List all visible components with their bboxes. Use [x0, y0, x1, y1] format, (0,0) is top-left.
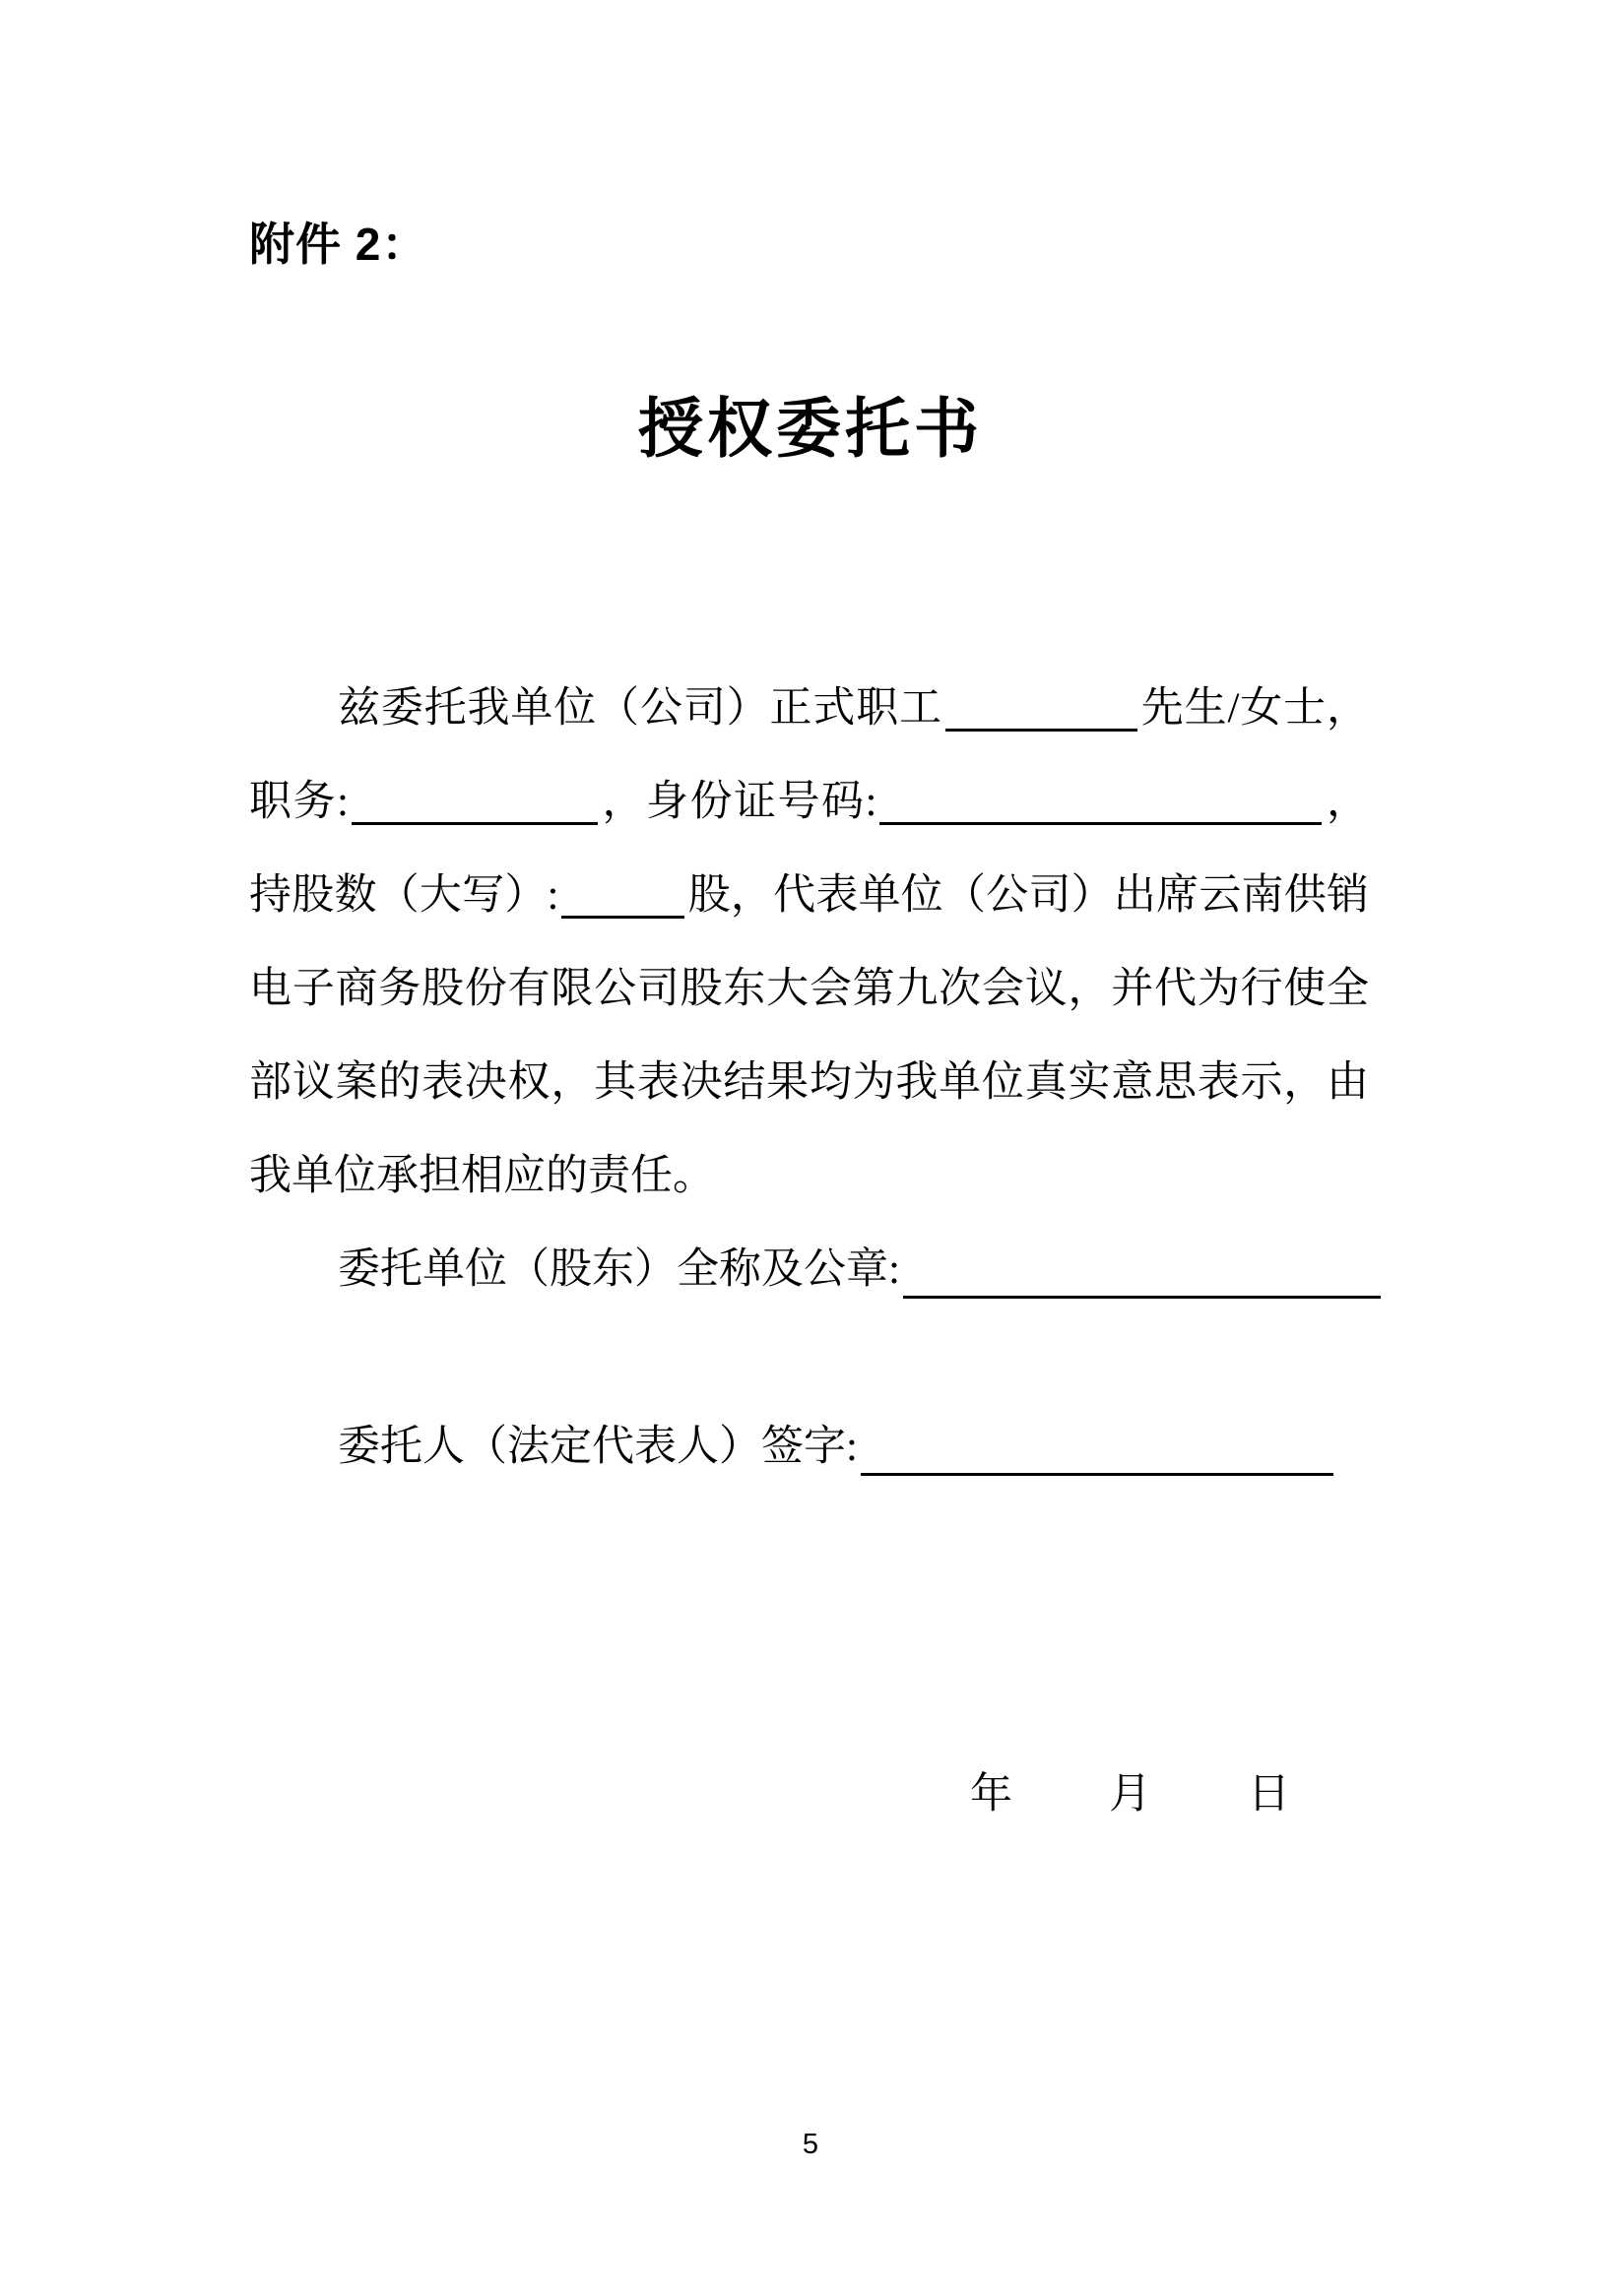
signature-line	[249, 1400, 1369, 1494]
date-day-label: 日	[1248, 1771, 1290, 1818]
paragraph-line-4: 电子商务股份有限公司股东大会第九次会议，并代为行使全	[249, 966, 1369, 1012]
employee-name-blank	[945, 689, 1137, 732]
line3-text-post: 股，代表单位（公司）出席云南供销	[687, 872, 1369, 919]
signature-blank	[861, 1434, 1333, 1476]
date-month-label: 月	[1109, 1771, 1151, 1818]
line2-trailing-comma: ，	[1325, 779, 1369, 825]
entrusting-unit-blank	[903, 1256, 1381, 1299]
paragraph-line-2	[249, 755, 1369, 849]
document-body	[249, 662, 1369, 1494]
entrusting-unit-label: 委托单位（股东）全称及公章:	[338, 1246, 900, 1293]
line3-label-shares: 持股数（大写）:	[249, 872, 559, 919]
paragraph-line-1	[249, 662, 1369, 755]
id-number-blank	[879, 783, 1322, 825]
paragraph-line-5: 部议案的表决权，其表决结果均为我单位真实意思表示，由	[249, 1059, 1369, 1106]
shares-blank	[561, 876, 684, 919]
paragraph-line-6: 我单位承担相应的责任。	[249, 1153, 715, 1199]
line2-label-position: 职务:	[249, 779, 349, 825]
entrusting-unit-line	[249, 1223, 1369, 1316]
line1-text-pre: 兹委托我单位（公司）正式职工	[338, 685, 942, 732]
document-title: 授权委托书	[638, 394, 983, 466]
signature-label: 委托人（法定代表人）签字:	[338, 1424, 858, 1470]
page-number: 5	[802, 2129, 819, 2160]
paragraph-line-3	[249, 849, 1369, 942]
line1-text-post: 先生/女士，	[1139, 685, 1369, 732]
date-line	[249, 1748, 1369, 1841]
position-blank	[352, 783, 598, 825]
attachment-label: 附件 2：	[249, 219, 428, 270]
line2-label-id-number: ，身份证号码:	[600, 779, 877, 825]
date-year-label: 年	[970, 1771, 1012, 1818]
